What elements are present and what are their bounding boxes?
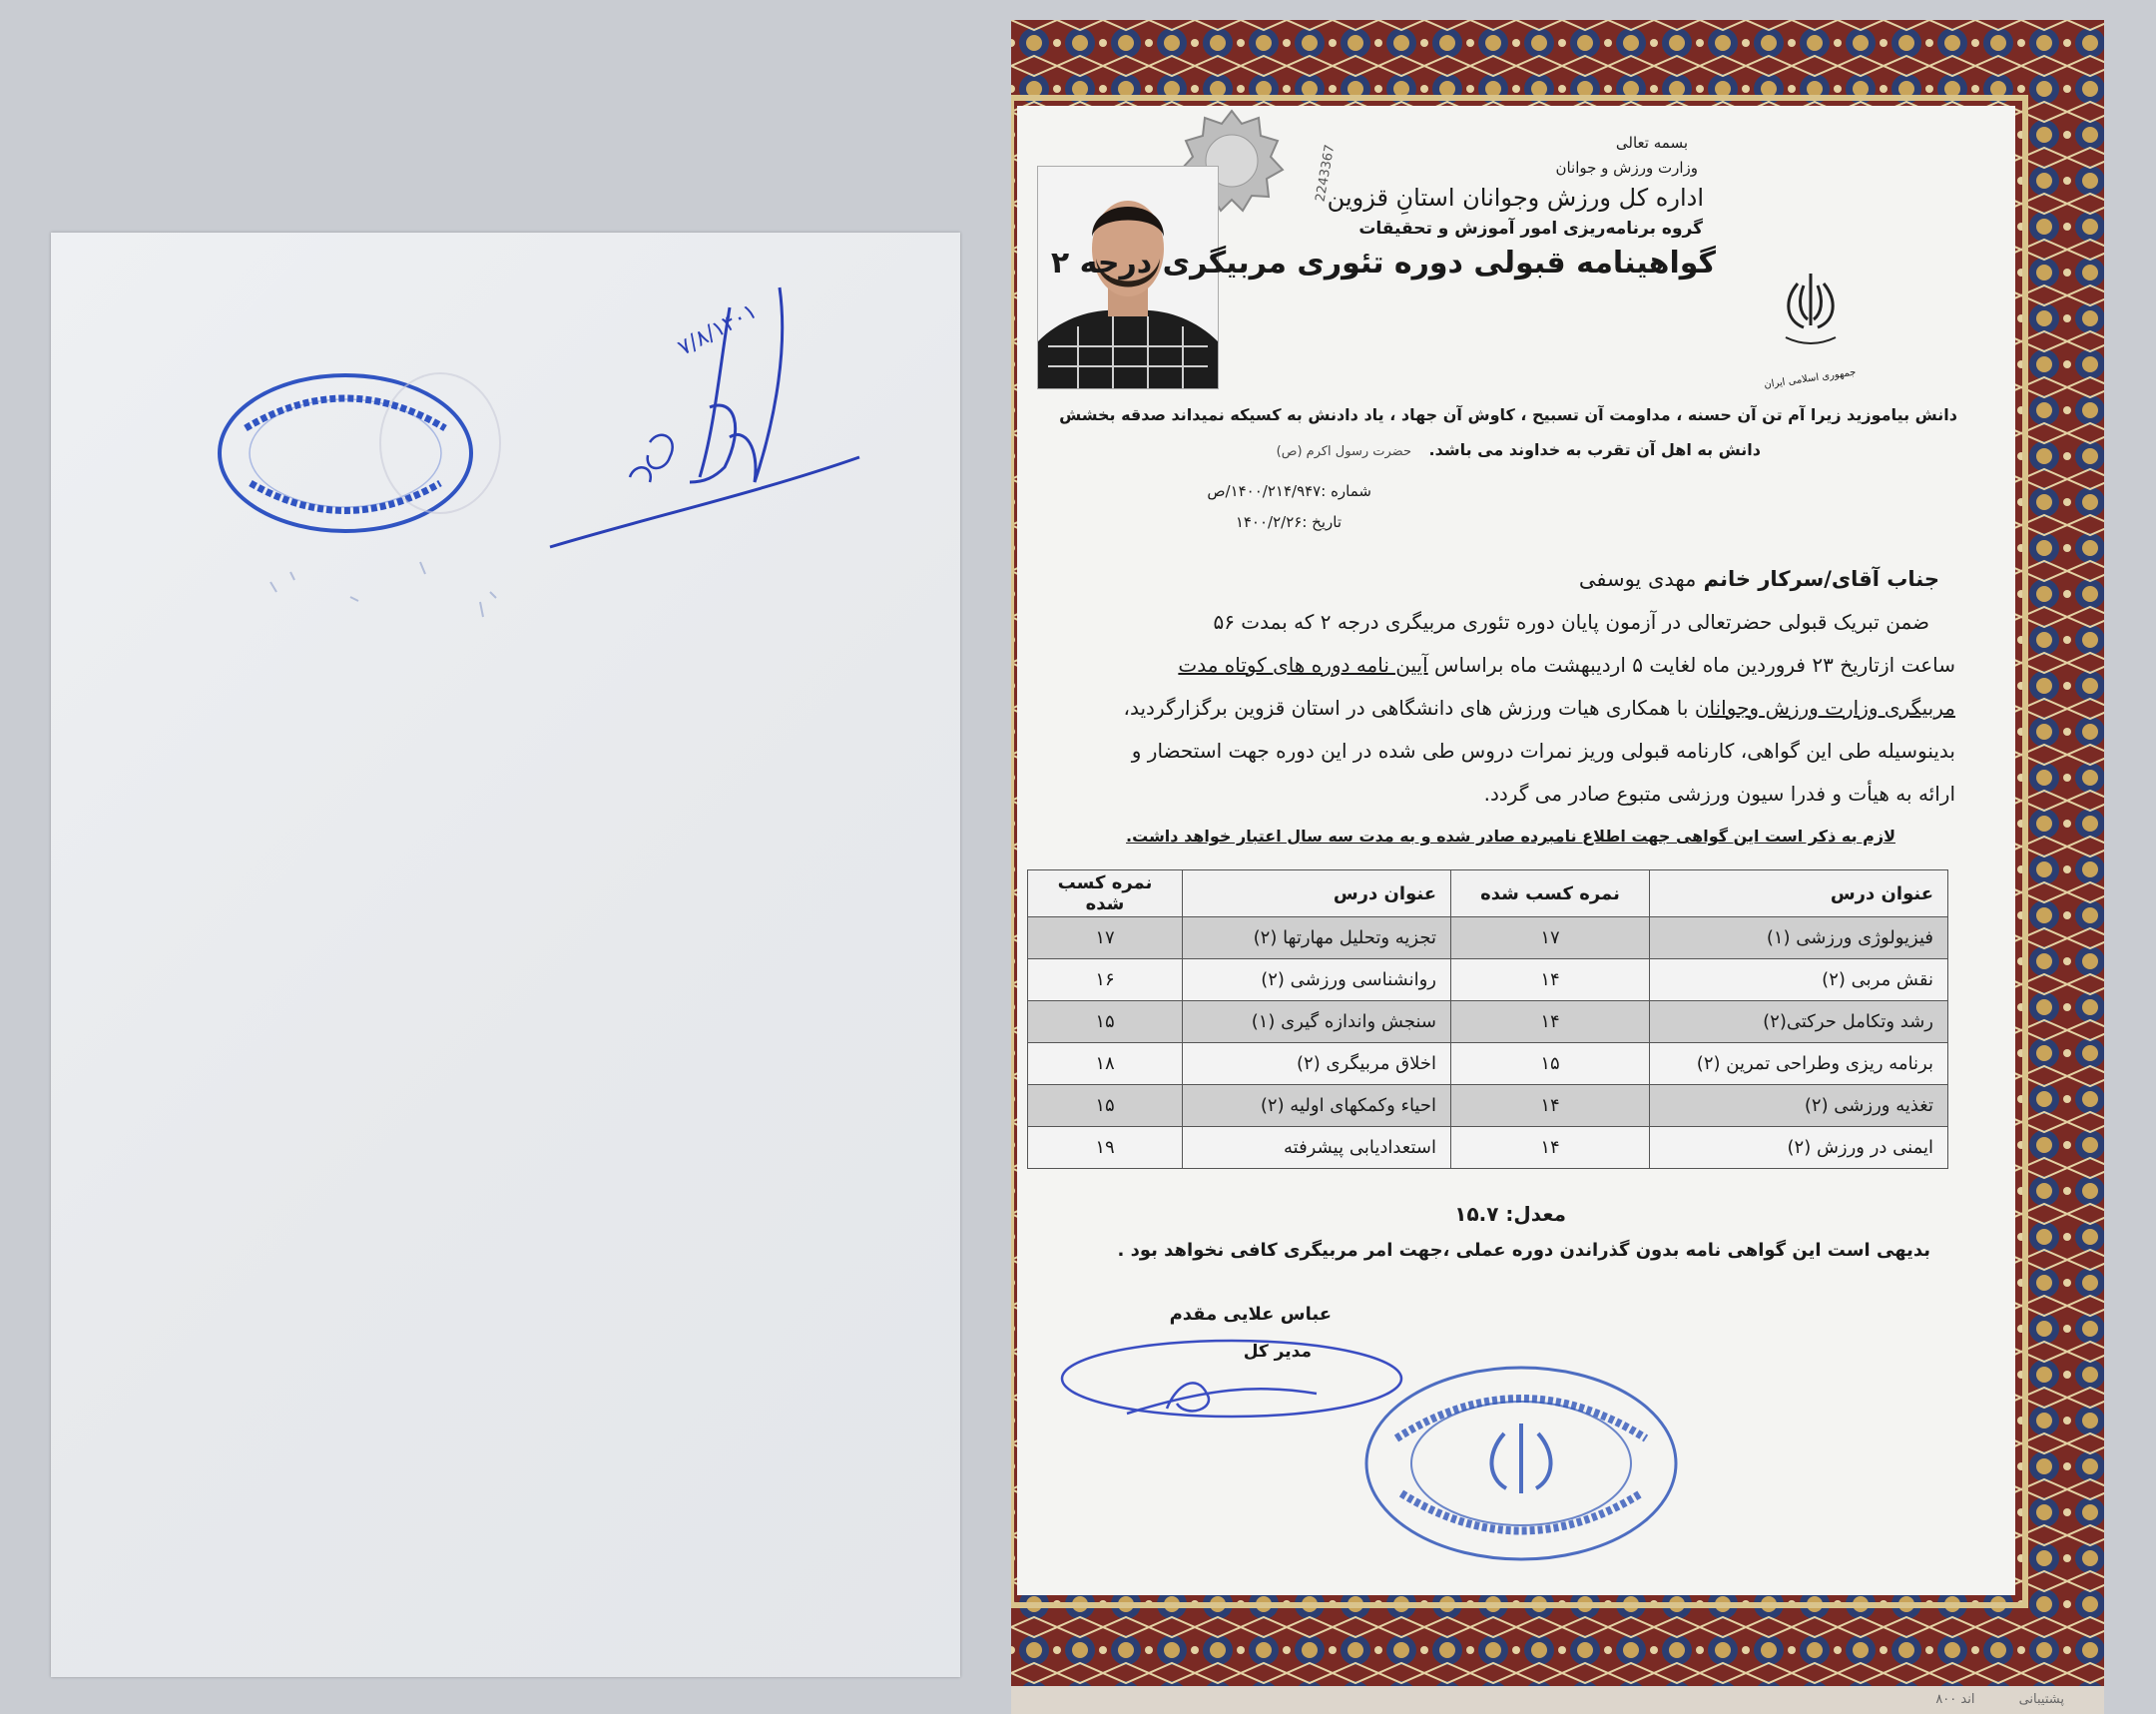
body-line-3 [1124,696,1955,720]
grade-cell: ۱۴ [1451,1001,1650,1043]
grades-table [1027,869,1948,1169]
hadith-source: حضرت رسول اکرم (ص) [1276,444,1411,459]
grade-cell: ۱۴ [1451,1127,1650,1169]
body-line-2a: ساعت ازتاریخ ۲۳ فروردین ماه لغایت ۵ اردیبهشت ماه براساس [1434,653,1955,677]
hadith-line-2: دانش به اهل آن تقرب به خداوند می باشد. [1428,440,1761,459]
recipient-name: مهدی یوسفی [1578,567,1697,591]
salutation: جناب آقای/سرکار خانم [1703,567,1939,591]
certificate-title: گواهینامه قبولی دوره تئوری مربیگری درجه ۲ [1050,246,1716,281]
ink-bleed-marks [251,542,550,662]
signatory-name: عباس علایی مقدم [1169,1304,1332,1325]
grade-cell: ۱۶ [1028,959,1183,1001]
table-row [1028,917,1948,959]
course-cell: تغذیه ورزشی (۲) [1650,1085,1948,1127]
signatory-title: مدیر کل [1243,1342,1312,1362]
grade-cell: ۱۹ [1028,1127,1183,1169]
header-grade-1: نمره کسب شده [1451,870,1650,917]
grade-cell: ۱۷ [1028,917,1183,959]
hadith-line-1: دانش بیاموزید زیرا آم تن آن حسنه ، مداومت آن تسبیح ، کاوش آن جهاد ، یاد دادنش به کسیکه نمیداند صدقه بخشش [1059,405,1957,424]
certificate-page [1011,20,2104,1714]
footnote: بدیهی است این گواهی نامه بدون گذراندن دوره عملی ،جهت امر مربیگری کافی نخواهد بود . [1117,1240,1930,1261]
grade-cell: ۱۵ [1028,1085,1183,1127]
salutation-line [1579,567,1939,591]
header-grade-2: نمره کسب شده [1028,870,1183,917]
body-line-5: ارائه به هیأت و فدرا سیون ورزشی متبوع صادر می گردد. [1483,782,1955,806]
course-cell: سنجش واندازه گیری (۱) [1183,1001,1451,1043]
grade-cell: ۱۵ [1451,1043,1650,1085]
official-stamp-oval [206,348,505,558]
iran-emblem-icon [1776,266,1846,355]
header-course-2: عنوان درس [1183,870,1451,917]
emblem-caption: جمهوری اسلامی ایران [1763,366,1858,391]
body-line-3b: با همکاری هیات ورزش های دانشگاهی در استان قزوین برگزارگردید، [1123,696,1689,720]
footer-right: پشتیبانی [2018,1692,2064,1707]
ministry-name: وزارت ورزش و جوانان [1555,159,1698,177]
course-cell: استعدادیابی پیشرفته [1183,1127,1451,1169]
table-row [1028,1001,1948,1043]
course-cell: نقش مربی (۲) [1650,959,1948,1001]
course-cell: تجزیه وتحلیل مهارتها (۲) [1183,917,1451,959]
course-cell: رشد وتکامل حرکتی(۲) [1650,1001,1948,1043]
seal-serial: 2243367 [1313,143,1339,204]
ministry-reference: مربیگری وزارت ورزش وجوانان [1694,696,1955,720]
body-line-1: ضمن تبریک قبولی حضرتعالی در آزمون پایان دوره تئوری مربیگری درجه ۲ که بمدت ۵۶ [1213,610,1929,634]
table-row [1028,1085,1948,1127]
course-cell: روانشناسی ورزشی (۲) [1183,959,1451,1001]
grade-cell: ۱۴ [1451,1085,1650,1127]
directorate-name: اداره کل ورزش وجوانان استانِ قزوین [1327,184,1704,212]
letter-number: شماره :۱۴۰۰/۲۱۴/۹۴۷/ص [1207,482,1371,500]
course-cell: ایمنی در ورزش (۲) [1650,1127,1948,1169]
table-row [1028,959,1948,1001]
letter-date: تاریخ :۱۴۰۰/۲/۲۶ [1235,513,1342,531]
course-cell: احیاء وکمکهای اولیه (۲) [1183,1085,1451,1127]
regulation-reference: آیین نامه دوره های کوتاه مدت [1178,653,1428,677]
footer-left: اند ۸۰۰ [1935,1692,1975,1707]
table-header-row [1028,870,1948,917]
certificate-content [1017,106,2015,1595]
body-line-4: بدینوسیله طی این گواهی، کارنامه قبولی وریز نمرات دروس طی شده در این دوره جهت استحضار و [1131,739,1955,763]
official-stamp-circle [1356,1354,1686,1573]
table-row [1028,1043,1948,1085]
grade-cell: ۱۴ [1451,959,1650,1001]
grade-cell: ۱۸ [1028,1043,1183,1085]
group-name: گروه برنامه‌ریزی امور آموزش و تحقیقات [1358,219,1703,239]
back-page [51,233,960,1677]
course-cell: اخلاق مربیگری (۲) [1183,1043,1451,1085]
course-cell: برنامه ریزی وطراحی تمرین (۲) [1650,1043,1948,1085]
handwritten-date: ۷/۸/۱۴۰۱ [674,298,762,361]
table-row [1028,1127,1948,1169]
bismillah-heading: بسمه تعالی [1615,134,1688,152]
course-cell: فیزیولوژی ورزشی (۱) [1650,917,1948,959]
validity-notice: لازم به ذکر است این گواهی جهت اطلاع نامبرده صادر شده و به مدت سه سال اعتبار خواهد داشت. [1126,827,1895,846]
grade-cell: ۱۵ [1028,1001,1183,1043]
header-course-1: عنوان درس [1650,870,1948,917]
body-line-2 [1178,653,1955,677]
average-grade: معدل: ۱۵.۷ [1454,1202,1566,1226]
print-footer [1011,1686,2104,1714]
grade-cell: ۱۷ [1451,917,1650,959]
